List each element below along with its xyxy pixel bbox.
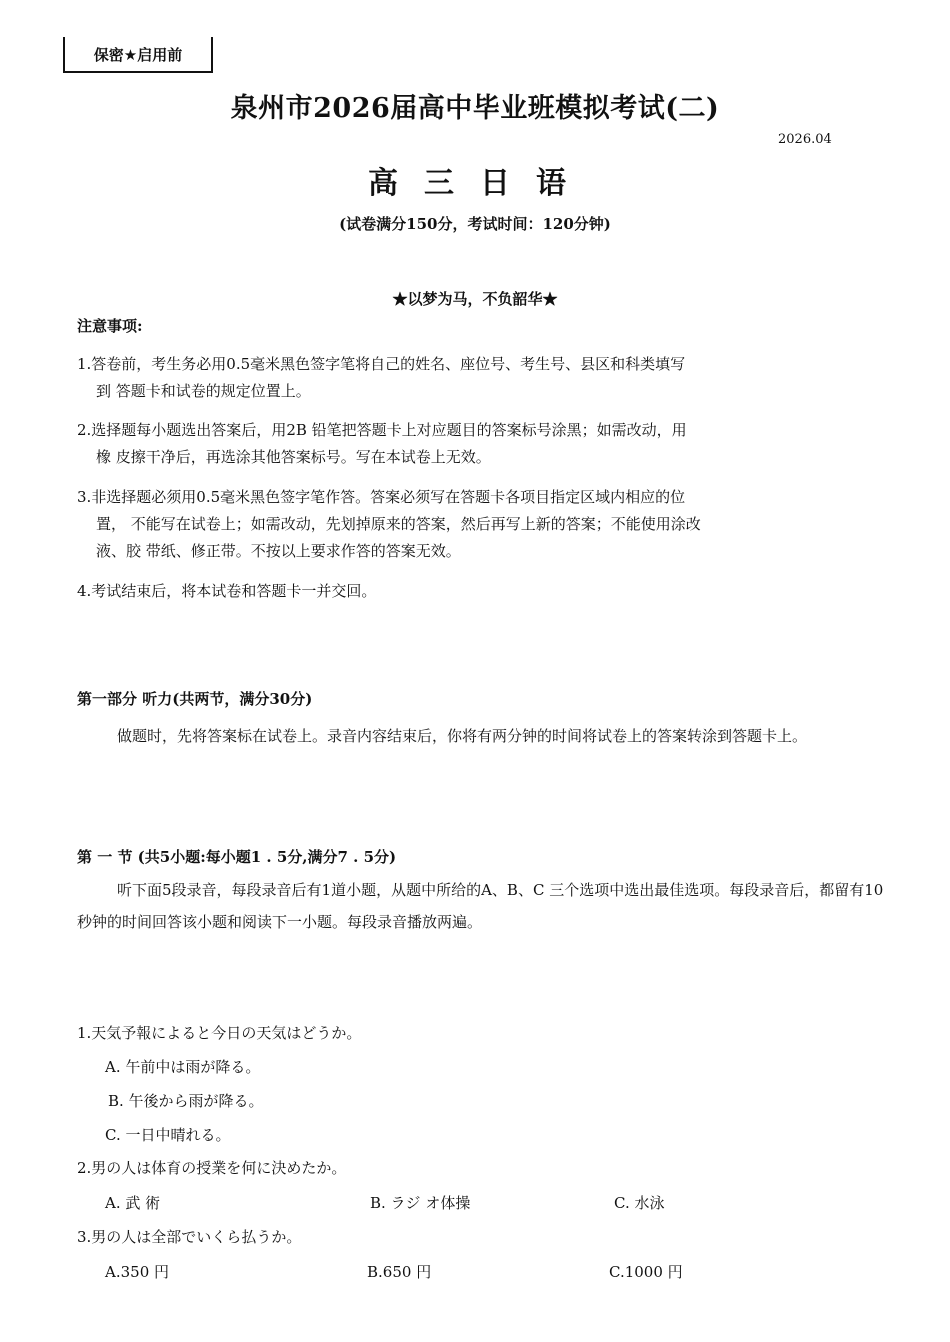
notice-item-1	[77, 351, 877, 405]
question-1-stem: 1.天気予報によると今日の天気はどうか。	[77, 1024, 362, 1042]
part1-heading: 第一部分 听力(共两节，满分30分)	[77, 690, 313, 708]
question-3-stem: 3.男の人は全部でいくら払うか。	[77, 1228, 302, 1246]
notice-item-2-line2: 橡 皮擦干净后，再选涂其他答案标号。写在本试卷上无效。	[96, 448, 491, 466]
section1-heading: 第 一 节 (共5小题:每小题1 . 5分,满分7 . 5分)	[77, 848, 397, 866]
question-2-option-b: B. ラジ オ体操	[370, 1194, 471, 1212]
question-2-stem: 2.男の人は体育の授業を何に決めたか。	[77, 1159, 347, 1177]
subject-title: 高三日语	[368, 166, 592, 201]
question-3-option-b: B.650 円	[367, 1263, 432, 1281]
notice-heading: 注意事项:	[77, 317, 143, 335]
question-1-option-a: A. 午前中は雨が降る。	[105, 1058, 261, 1076]
notice-item-2	[77, 417, 877, 471]
notice-item-2-line1: 2.选择题每小题选出答案后，用2B 铅笔把答题卡上对应题目的答案标号涂黑；如需改动，用	[77, 421, 687, 439]
notice-item-4	[77, 578, 877, 605]
question-3-option-a: A.350 円	[105, 1263, 169, 1281]
notice-item-1-line1: 1.答卷前，考生务必用0.5毫米黑色签字笔将自己的姓名、座位号、考生号、县区和科类填写	[77, 355, 686, 373]
part1-instruction: 做题时，先将答案标在试卷上。录音内容结束后，你将有两分钟的时间将试卷上的答案转涂到答题卡上。	[117, 727, 808, 745]
exam-info: (试卷满分150分，考试时间：120分钟)	[339, 215, 611, 233]
question-1-option-b: B. 午後から雨が降る。	[108, 1092, 264, 1110]
notice-item-3	[77, 484, 877, 565]
exam-date: 2026.04	[778, 132, 832, 147]
notice-item-4-line1: 4.考试结束后，将本试卷和答题卡一并交回。	[77, 582, 377, 600]
question-2-option-a: A. 武 術	[105, 1194, 161, 1212]
question-1-option-c: C. 一日中晴れる。	[105, 1126, 231, 1144]
notice-item-1-line2: 到 答题卡和试卷的规定位置上。	[96, 382, 311, 400]
exam-title: 泉州市2026届高中毕业班模拟考试(二)	[230, 93, 720, 124]
question-3-option-c: C.1000 円	[609, 1263, 683, 1281]
question-2-option-c: C. 水泳	[614, 1194, 665, 1212]
notice-item-3-line2: 置， 不能写在试卷上；如需改动，先划掉原来的答案，然后再写上新的答案；不能使用涂改	[96, 515, 701, 533]
notice-item-3-line1: 3.非选择题必须用0.5毫米黑色签字笔作答。答案必须写在答题卡各项目指定区域内相应的位	[77, 488, 686, 506]
notice-item-3-line3: 液、胶 带纸、修正带。不按以上要求作答的答案无效。	[96, 542, 461, 560]
section1-instruction: 听下面5段录音，每段录音后有1道小题，从题中所给的A、B、C 三个选项中选出最佳选项。每段录音后，都留有10秒钟的时间回答该小题和阅读下一小题。每段录音播放两遍。	[77, 881, 884, 931]
confidential-label: 保密★启用前	[63, 37, 213, 73]
motto: ★以梦为马，不负韶华★	[392, 290, 558, 308]
